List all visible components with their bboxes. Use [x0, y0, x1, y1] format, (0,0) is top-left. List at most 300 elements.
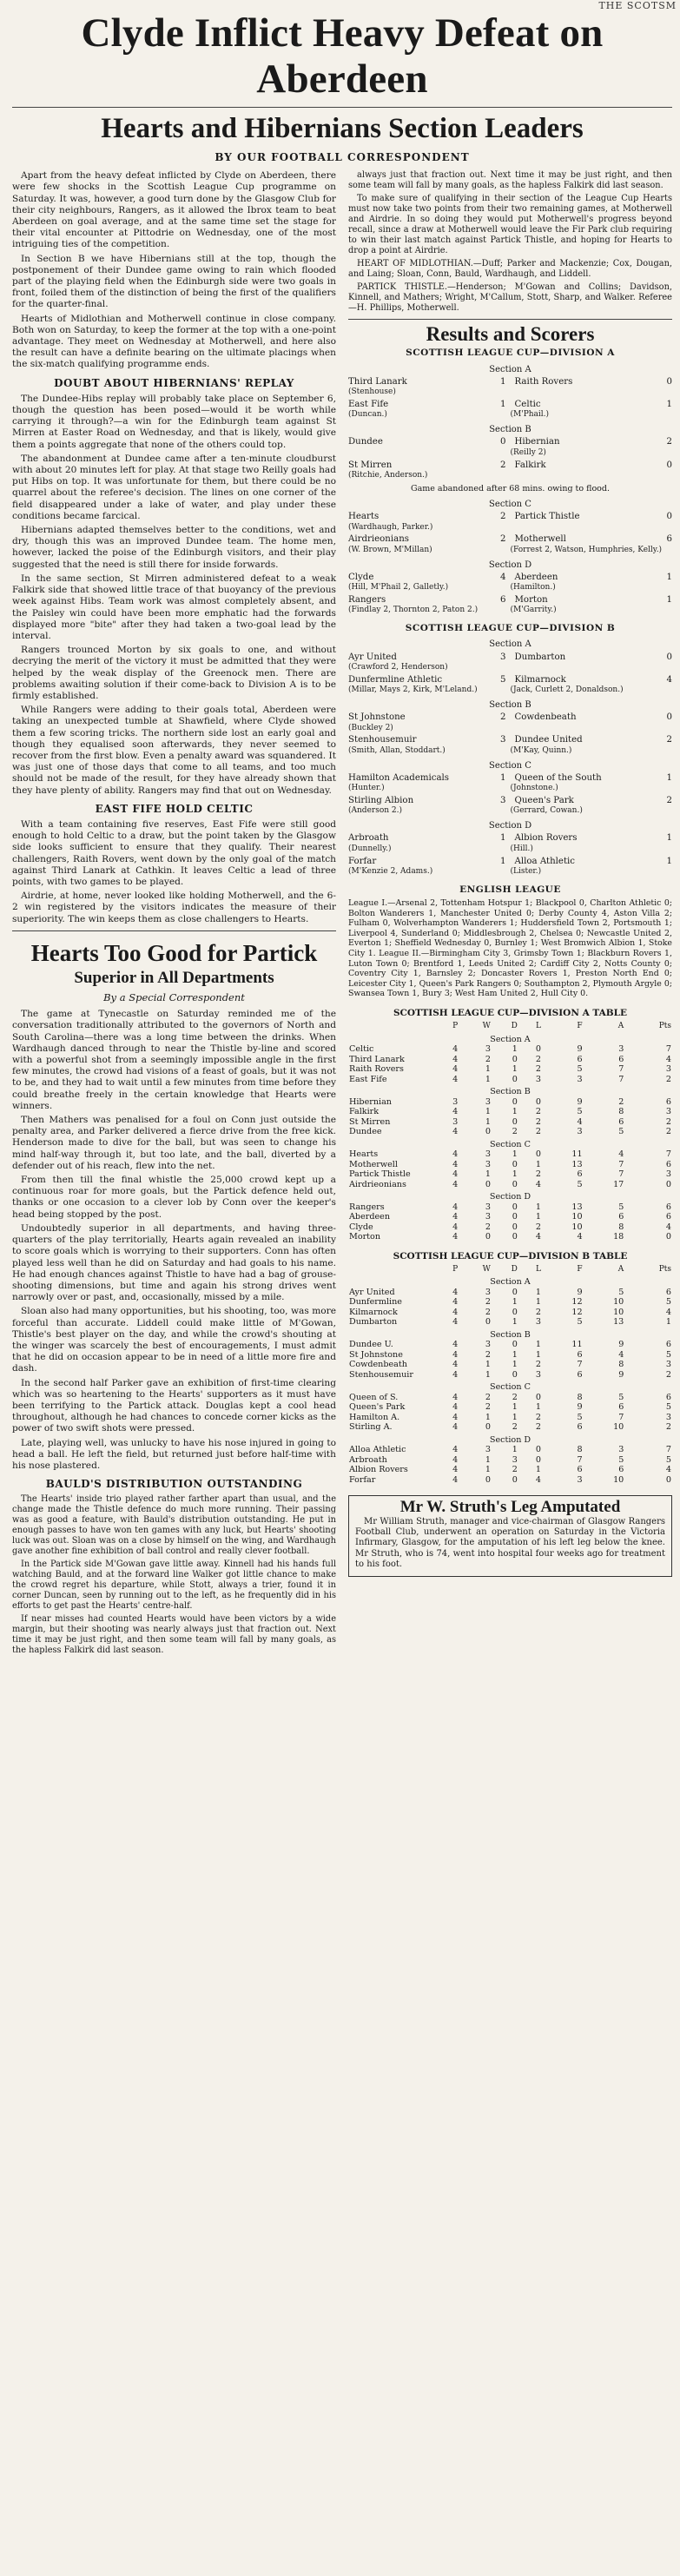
- table-cell: 5: [618, 1202, 624, 1212]
- table-cell: 13: [571, 1159, 583, 1169]
- table-cell: 5: [618, 1127, 624, 1137]
- match-row: [348, 512, 672, 522]
- table-cell: Falkirk: [349, 1107, 380, 1117]
- table-cell: 0: [512, 1159, 518, 1169]
- section-label: Section C: [489, 760, 531, 771]
- table-cell: 2: [618, 1096, 624, 1107]
- table-cell: 1: [512, 1445, 518, 1455]
- table-cell: 4: [452, 1074, 459, 1084]
- results-b-section-d: [348, 833, 672, 876]
- right-intro-paragraphs: [348, 170, 672, 314]
- table-cell: 2: [512, 1127, 518, 1137]
- struth-text: Mr William Struth, manager and vice-chairman of Glasgow Rangers Football Club, underwent an operation on Saturday in the Victoria Infirmary, Glasgow, for the amputation of his left leg below the knee. Mr Struth, who is 74, went into hospital four weeks ago for treatment to his foot.: [355, 1516, 665, 1570]
- table-cell: Motherwell: [349, 1159, 398, 1169]
- match-hs: 2: [500, 512, 506, 522]
- table-cell: 6: [618, 1402, 624, 1413]
- scorers: (Hunter.): [348, 784, 385, 793]
- divider: [12, 107, 672, 108]
- match-as: 1: [666, 572, 672, 582]
- table-row: [348, 1297, 672, 1308]
- table-cell: 2: [485, 1222, 491, 1232]
- section-label: Section C: [489, 500, 531, 510]
- table-cell: East Fife: [349, 1074, 387, 1084]
- column-header: P: [452, 1022, 459, 1031]
- match-hs: 0: [500, 437, 506, 447]
- table-cell: 4: [452, 1179, 459, 1189]
- table-cell: 1: [535, 1340, 541, 1350]
- scorers: (Buckley 2): [348, 723, 393, 732]
- match-away: Alloa Athletic: [514, 856, 575, 866]
- match-hs: 1: [500, 856, 506, 866]
- column-header: [348, 1265, 435, 1275]
- paragraph: HEART OF MIDLOTHIAN.—Duff; Parker and Mackenzie; Cox, Dougan, and Laing; Sloan, Conn, Bauld, Wardhaugh, and Liddell.: [348, 259, 672, 280]
- results-section-c: [348, 512, 672, 554]
- results-b-section-b: [348, 712, 672, 755]
- table-cell: 1: [535, 1159, 541, 1169]
- column-header: A: [617, 1264, 624, 1274]
- table-cell: 0: [512, 1212, 518, 1222]
- table-cell: 1: [485, 1360, 491, 1370]
- table-row: [348, 1149, 672, 1160]
- match-away: Queen's Park: [514, 796, 574, 806]
- table-cell: 6: [618, 1212, 624, 1222]
- subheadline: Hearts and Hibernians Section Leaders: [101, 113, 584, 145]
- table-section-row: [348, 1032, 672, 1045]
- table-cell: 4: [452, 1349, 459, 1360]
- table-cell: St Johnstone: [349, 1349, 403, 1360]
- table-cell: 1: [665, 1317, 671, 1328]
- table-cell: 4: [577, 1232, 583, 1242]
- table-section-row: [348, 1275, 672, 1288]
- table-cell: 3: [485, 1159, 491, 1169]
- table-cell: 6: [577, 1349, 583, 1360]
- match-hs: 2: [500, 460, 506, 470]
- table-cell: 1: [512, 1297, 518, 1308]
- table-cell: 4: [452, 1402, 459, 1413]
- table-cell: Arbroath: [349, 1454, 387, 1465]
- scorers: (Findlay 2, Thornton 2, Paton 2.): [348, 606, 479, 615]
- table-cell: Aberdeen: [349, 1212, 391, 1222]
- table-cell: 1: [485, 1465, 491, 1475]
- scorers: (Hill.): [510, 844, 533, 853]
- table-cell: 9: [577, 1287, 583, 1297]
- table-cell: 3: [577, 1074, 583, 1084]
- match-home: Forfar: [348, 856, 377, 866]
- results-section-d: [348, 573, 672, 615]
- table-cell: 0: [485, 1127, 491, 1137]
- table-cell: 2: [485, 1307, 491, 1317]
- table-cell: 6: [665, 1212, 671, 1222]
- scorers: (Dunnelly.): [348, 844, 392, 853]
- table-cell: 1: [485, 1064, 491, 1075]
- column-header: F: [577, 1022, 583, 1031]
- table-cell: 7: [577, 1454, 583, 1465]
- table-cell: 0: [485, 1179, 491, 1189]
- story2-subheadline: Superior in All Departments: [74, 968, 274, 987]
- table-cell: 2: [665, 1116, 671, 1127]
- table-division-b: [348, 1265, 672, 1486]
- table-cell: 1: [535, 1202, 541, 1212]
- table-section-row: [348, 1137, 672, 1150]
- table-cell: 1: [535, 1287, 541, 1297]
- table-cell: Clyde: [349, 1222, 373, 1232]
- table-cell: 6: [577, 1465, 583, 1475]
- paragraph: Hibernians adapted themselves better to the conditions, wet and dry, though this was an improved Dundee team. The home men, however, lacked the poise of the Edinburgh visitors, and their play suggested that the need is still there for inside forwards.: [12, 525, 336, 570]
- table-row: [348, 1308, 672, 1318]
- column-header: D: [511, 1264, 518, 1274]
- paragraph: In the same section, St Mirren administered defeat to a weak Falkirk side that showed little trace of that buoyancy of the previous week against Hibs. Team work was almost completely absent, and the Paisley win could have been more emphatic had the forwards displayed more "bite" after they had taken a two-goal lead by the interval.: [12, 573, 336, 641]
- table-row: [348, 1064, 672, 1075]
- table-row: [348, 1097, 672, 1108]
- table-cell: 3: [485, 1445, 491, 1455]
- match-row: [348, 675, 672, 685]
- table-cell: Hearts: [349, 1149, 379, 1160]
- table-cell: Hibernian: [349, 1096, 392, 1107]
- table-cell: 1: [512, 1412, 518, 1422]
- table-cell: 1: [535, 1402, 541, 1413]
- match-as: 1: [666, 400, 672, 409]
- scorers: (M'Phail.): [510, 410, 550, 420]
- paragraph: Then Mathers was penalised for a foul on Conn just outside the penalty area, and Parker delivered a fierce drive from the free kick. Henderson made to dive for the ball, but was seen to change his mind half-way through it, but too late, and the ball, diverted by a defender out of his reach, flew into the net.: [12, 1115, 336, 1171]
- table-cell: 7: [665, 1044, 671, 1055]
- results-title: Results and Scorers: [426, 323, 595, 346]
- table-cell: 4: [452, 1340, 459, 1350]
- table-cell: 1: [535, 1349, 541, 1360]
- table-cell: 1: [512, 1064, 518, 1075]
- scorers: (Hill, M'Phail 2, Galletly.): [348, 583, 449, 593]
- match-away: Celtic: [514, 400, 541, 409]
- match-as: 0: [666, 460, 672, 470]
- table-cell: 2: [535, 1169, 541, 1180]
- divider: [12, 930, 336, 931]
- paragraph: Hearts of Midlothian and Motherwell continue in close company. Both won on Saturday, to keep the former at the top with a one-point advantage. They meet on Wednesday at Motherwell, and here also the result can have a definite bearing on the ultimate placings when the six-match qualifying programme ends.: [12, 313, 336, 370]
- paragraph: If near misses had counted Hearts would have been victors by a wide margin, but their shooting was nearly always just that fraction out. Next time it may be just right, and then some team will fall by many goals, as the hapless Falkirk did last season.: [12, 1614, 336, 1656]
- table-cell: 12: [571, 1297, 583, 1308]
- table-cell: 2: [535, 1107, 541, 1117]
- scorers: (Johnstone.): [510, 784, 558, 793]
- table-cell: 9: [618, 1369, 624, 1380]
- table-cell: Ayr United: [349, 1287, 395, 1297]
- table-cell: 4: [452, 1307, 459, 1317]
- match-away: Aberdeen: [514, 572, 558, 582]
- table-cell: 0: [512, 1096, 518, 1107]
- match-away: Partick Thistle: [514, 512, 580, 522]
- scorers-row: [348, 546, 672, 555]
- paragraph: Undoubtedly superior in all departments, and having three-quarters of the play territorially, Hearts again revealed an inability to score goals which is worrying to their supporters. Conn has often played less well than he did on Saturday and had goals to his name. He had enough chances against Thistle to have had a bag of grouse-shooting dimensions, but time and again his strong drives went narrowly over or past, and, occasionally, missed by a mile.: [12, 1222, 336, 1303]
- scorers-row: [348, 806, 672, 816]
- table-cell: 5: [618, 1287, 624, 1297]
- paragraph: In the second half Parker gave an exhibition of first-time clearing which was so heartening to the Hearts' supporters as it must have been terrifying to the Partick attack. Douglas kept a cool head throughout, although he had chances to concede corner kicks as the power of two swift shots were pressed.: [12, 1377, 336, 1434]
- story2-paragraphs-2: [12, 1494, 336, 1656]
- table-cell: 0: [535, 1392, 541, 1402]
- table-cell: 4: [452, 1222, 459, 1232]
- match-home: Dundee: [348, 437, 383, 447]
- table-row: [348, 1044, 672, 1055]
- match-home: Arbroath: [348, 833, 389, 844]
- match-hs: 3: [500, 652, 506, 662]
- table-cell: 4: [452, 1412, 459, 1422]
- scorers-row: [348, 471, 672, 480]
- table-cell: 1: [512, 1349, 518, 1360]
- table-division-a: [348, 1022, 672, 1242]
- match-hs: 2: [500, 712, 506, 723]
- match-hs: 5: [500, 674, 506, 685]
- struth-headline: Mr W. Struth's Leg Amputated: [399, 1498, 621, 1517]
- table-cell: 5: [665, 1297, 671, 1308]
- table-cell: Queen's Park: [349, 1402, 406, 1413]
- paragraph: The abandonment at Dundee came after a ten-minute cloudburst with about 20 minutes left for play. At that stage two Reilly goals had put Hibs on top. It was unfortunate for them, but there could be no quarrel about the referee's decision. The lines on one corner of the field disappeared under a lake of water, and play under these conditions became farcical.: [12, 453, 336, 521]
- table-cell: Rangers: [349, 1202, 385, 1212]
- section-label: Section B: [489, 700, 531, 711]
- table-cell: 4: [452, 1044, 459, 1055]
- table-cell: 7: [577, 1360, 583, 1370]
- table-row: [348, 1340, 672, 1350]
- results-section-b: [348, 437, 672, 480]
- paragraph: always just that fraction out. Next time it may be just right, and then some team will fall by many goals, as the hapless Falkirk did last season.: [348, 170, 672, 191]
- table-section-label: Section A: [490, 1277, 531, 1288]
- table-cell: 1: [512, 1169, 518, 1180]
- table-cell: Kilmarnock: [349, 1307, 398, 1317]
- match-as: 1: [666, 856, 672, 866]
- table-cell: 5: [665, 1454, 671, 1465]
- table-row: [348, 1075, 672, 1085]
- table-row: [348, 1370, 672, 1381]
- left-paragraphs: [12, 170, 336, 370]
- table-cell: 1: [485, 1074, 491, 1084]
- table-row: [348, 1475, 672, 1486]
- match-home: Airdrieonians: [348, 534, 409, 545]
- table-row: [348, 1232, 672, 1242]
- scorers: (Ritchie, Anderson.): [348, 471, 428, 480]
- scorers: (Forrest 2, Watson, Humphries, Kelly.): [510, 545, 663, 554]
- table-cell: 6: [577, 1169, 583, 1180]
- left-paragraphs-2: [12, 394, 336, 797]
- table-row: [348, 1455, 672, 1466]
- table-row: [348, 1422, 672, 1433]
- league-cup-a-heading: SCOTTISH LEAGUE CUP—DIVISION A: [406, 348, 615, 359]
- table-cell: 0: [535, 1149, 541, 1160]
- table-cell: 4: [452, 1445, 459, 1455]
- table-cell: 3: [665, 1412, 671, 1422]
- match-home: Ayr United: [348, 652, 397, 662]
- table-cell: 2: [535, 1412, 541, 1422]
- byline: BY OUR FOOTBALL CORRESPONDENT: [215, 151, 470, 164]
- subhead-east-fife: EAST FIFE HOLD CELTIC: [95, 802, 254, 815]
- match-away: Morton: [514, 595, 548, 606]
- table-cell: 2: [665, 1422, 671, 1433]
- paragraph: With a team containing five reserves, East Fife were still good enough to hold Celtic to a draw, but the point taken by the Glasgow side looks sufficient to ensure that they qualify. Their nearest challengers, Raith Rovers, went down by the only goal of the match against Third Lanark at Cathkin. It leaves Celtic a lead of three points, with two games to be played.: [12, 818, 336, 887]
- scorers: [511, 724, 673, 733]
- match-row: [348, 857, 672, 867]
- table-cell: 0: [535, 1454, 541, 1465]
- english-results: League I.—Arsenal 2, Tottenham Hotspur 1; Blackpool 0, Charlton Athletic 0; Bolton Wanderers 1, Manchester United 0; Derby County 4, Aston Villa 2; Fulham 0, Wolverhampton Wanderers 1; Huddersfield Town 2, Portsmouth 1; Liverpool 4, Sunderland 0; Middlesbrough 2, Chelsea 0; Newcastle United 2, Everton 1; Sheffield Wednesday 0, Burnley 1; West Bromwich Albion 1, Stoke City 1. League II.—Birmingham City 3, Grimsby Town 1; Blackburn Rovers 1, Luton Town 0; Brentford 1, Leeds United 2; Cardiff City 2, Notts County 0; Coventry City 1, Barnsley 2; Doncaster Rovers 1, Preston North End 0; Leicester City 1, Queen's Park Rangers 0; Southampton 2, Plymouth Argyle 0; Swansea Town 1, Bury 3; West Ham United 2, Hull City 0.: [348, 898, 672, 999]
- scorers: (W. Brown, M'Millan): [348, 545, 432, 554]
- paragraph: In the Partick side M'Gowan gave little away. Kinnell had his hands full watching Bauld, and at the forward line Walker got little chance to make the crowd regret his departure, while Stott, always a trier, found it in corner Duncan, seen by running out to the left, as he frequently did in his efforts to get past the Hearts' centre-half.: [12, 1560, 336, 1612]
- table-cell: 4: [577, 1116, 583, 1127]
- columns: [12, 170, 672, 1659]
- table-cell: 0: [512, 1179, 518, 1189]
- table-cell: 1: [512, 1044, 518, 1055]
- table-cell: 8: [618, 1360, 624, 1370]
- table-cell: 2: [665, 1074, 671, 1084]
- paragraph: The Dundee-Hibs replay will probably take place on September 6, though the question has been posed—would it be worth while carrying it through?—a win for the Edinburgh team against St Mirren at Easter Road on Wednesday, and that is likely, would give them a points aggregate that none of the others could top.: [12, 393, 336, 450]
- story2-paragraphs: [12, 1009, 336, 1472]
- paragraph: In Section B we have Hibernians still at the top, though the postponement of their Dundee game owing to rain which flooded part of the playing field when the Edinburgh side were two goals in front, foiled them of the distinction of being the first of the qualifiers for the quarter-final.: [12, 253, 336, 310]
- table-section-label: Section B: [490, 1329, 531, 1340]
- paragraph: From then till the final whistle the 25,000 crowd kept up a continuous roar for more goals, but the Partick defence held out, thanks or one occasion to a clever lob by Conn over the keeper's head being stopped by the post.: [12, 1175, 336, 1220]
- table-cell: 4: [452, 1054, 459, 1064]
- english-league-heading: ENGLISH LEAGUE: [459, 884, 561, 895]
- scorers: [511, 471, 673, 480]
- table-cell: 0: [535, 1044, 541, 1055]
- table-cell: 0: [485, 1232, 491, 1242]
- table-cell: 4: [452, 1369, 459, 1380]
- table-cell: 2: [535, 1054, 541, 1064]
- match-home: Stirling Albion: [348, 796, 414, 806]
- table-cell: 1: [512, 1360, 518, 1370]
- paragraph: Late, playing well, was unlucky to have his nose injured in going to head a ball. He left the field, but returned just before half-time with his nose plastered.: [12, 1437, 336, 1471]
- left-column: [12, 170, 336, 1659]
- table-cell: 10: [571, 1222, 583, 1232]
- table-cell: 4: [452, 1232, 459, 1242]
- match-row: [348, 400, 672, 410]
- table-row: [348, 1127, 672, 1137]
- match-as: 0: [666, 712, 672, 723]
- table-cell: 2: [665, 1369, 671, 1380]
- divider: [348, 319, 672, 320]
- article-area: [12, 10, 672, 1659]
- scorers: (Wardhaugh, Parker.): [348, 522, 433, 532]
- match-row: [348, 773, 672, 784]
- table-cell: 2: [535, 1422, 541, 1433]
- table-row: [348, 1222, 672, 1233]
- table-cell: 0: [512, 1340, 518, 1350]
- match-as: 0: [666, 376, 672, 387]
- table-cell: 1: [485, 1116, 491, 1127]
- table-cell: 4: [452, 1422, 459, 1433]
- table-cell: 3: [618, 1044, 624, 1055]
- table-cell: 3: [535, 1317, 541, 1328]
- table-cell: 0: [512, 1232, 518, 1242]
- table-cell: 4: [452, 1212, 459, 1222]
- table-cell: 7: [618, 1074, 624, 1084]
- match-away: Queen of the South: [514, 772, 602, 783]
- table-cell: 0: [512, 1222, 518, 1232]
- table-row: [348, 1117, 672, 1128]
- scorers: (Gerrard, Cowan.): [510, 806, 583, 816]
- column-header: Pts: [658, 1264, 671, 1274]
- table-cell: Airdrieonians: [349, 1179, 406, 1189]
- table-cell: 0: [485, 1474, 491, 1485]
- table-cell: Celtic: [349, 1044, 374, 1055]
- match-hs: 1: [500, 400, 506, 409]
- table-cell: 2: [485, 1349, 491, 1360]
- match-as: 1: [666, 772, 672, 783]
- column-header: W: [482, 1264, 491, 1274]
- paragraph: Airdrie, at home, never looked like holding Motherwell, and the 6-2 win registered by the visitors indicates the measure of their superiority. The win keeps them as close challengers to Hearts.: [12, 891, 336, 924]
- table-cell: 1: [485, 1412, 491, 1422]
- scorers-row: [348, 410, 672, 420]
- table-row: [348, 1317, 672, 1328]
- left-paragraphs-3: [12, 819, 336, 925]
- table-cell: Alloa Athletic: [349, 1445, 406, 1455]
- story2-subhead: BAULD'S DISTRIBUTION OUTSTANDING: [45, 1478, 303, 1491]
- table-cell: 3: [665, 1064, 671, 1075]
- table-cell: 4: [452, 1317, 459, 1328]
- table-cell: 2: [535, 1222, 541, 1232]
- table-cell: 2: [535, 1116, 541, 1127]
- table-cell: 2: [535, 1307, 541, 1317]
- scorers: [511, 663, 673, 672]
- table-cell: 6: [577, 1422, 583, 1433]
- match-away: Hibernian: [514, 437, 560, 447]
- match-hs: 2: [500, 534, 506, 545]
- table-cell: 4: [665, 1465, 671, 1475]
- table-row: [348, 1465, 672, 1475]
- table-section-label: Section D: [489, 1192, 531, 1202]
- match-row: [348, 796, 672, 806]
- scorers-row: [348, 685, 672, 695]
- table-section-row: [348, 1380, 672, 1393]
- scorers-row: [348, 583, 672, 593]
- match-home: Third Lanark: [348, 376, 407, 387]
- scorers-row: [348, 746, 672, 756]
- table-row: [348, 1107, 672, 1117]
- match-hs: 1: [500, 376, 506, 387]
- table-cell: 6: [665, 1096, 671, 1107]
- table-cell: 3: [485, 1340, 491, 1350]
- table-section-row: [348, 1433, 672, 1446]
- table-cell: 1: [485, 1169, 491, 1180]
- table-cell: 9: [618, 1340, 624, 1350]
- table-cell: 3: [485, 1096, 491, 1107]
- table-cell: 0: [665, 1474, 671, 1485]
- table-section-label: Section B: [490, 1087, 531, 1097]
- column-header: D: [511, 1022, 518, 1031]
- scorers: (Jack, Curlett 2, Donaldson.): [510, 685, 624, 695]
- league-cup-b-heading: SCOTTISH LEAGUE CUP—DIVISION B: [405, 623, 616, 634]
- table-cell: 1: [512, 1107, 518, 1117]
- table-cell: 0: [665, 1232, 671, 1242]
- match-away: Raith Rovers: [514, 376, 573, 387]
- match-away: Dundee United: [514, 735, 583, 745]
- table-cell: Morton: [349, 1232, 380, 1242]
- table-row: [348, 1212, 672, 1222]
- table-row: [348, 1393, 672, 1403]
- table-cell: 5: [618, 1392, 624, 1402]
- table-cell: Dundee U.: [349, 1340, 393, 1350]
- match-home: Stenhousemuir: [348, 735, 417, 745]
- match-home: Hearts: [348, 512, 380, 522]
- table-cell: 1: [535, 1212, 541, 1222]
- scorers: (Duncan.): [348, 410, 387, 420]
- scorers-row: [348, 724, 672, 733]
- table-cell: 3: [485, 1202, 491, 1212]
- scorers-row: [348, 663, 672, 672]
- table-cell: 6: [665, 1202, 671, 1212]
- scorers: (Smith, Allan, Stoddart.): [348, 745, 446, 755]
- table-cell: 0: [512, 1116, 518, 1127]
- table-cell: 0: [512, 1287, 518, 1297]
- table-cell: 2: [512, 1422, 518, 1433]
- table-section-label: Section C: [490, 1382, 531, 1393]
- table-cell: 4: [452, 1474, 459, 1485]
- paragraph: The game at Tynecastle on Saturday reminded me of the conversation traditionally attributed to the governors of North and South Carolina—there was a long time between the drinks. When Wardhaugh danced through to near the Thistle by-line and scored with a powerful shot from a seemingly impossible angle in the first few minutes, the crowd had visions of a feast of goals, but it was not to be, and they had to wait until a few minutes from time before they could breathe freely in the certain knowledge that Hearts were winners.: [12, 1009, 336, 1111]
- match-as: 1: [666, 595, 672, 606]
- match-home: St Johnstone: [348, 712, 406, 723]
- table-cell: 6: [618, 1116, 624, 1127]
- scorers: (M'Garrity.): [510, 606, 557, 615]
